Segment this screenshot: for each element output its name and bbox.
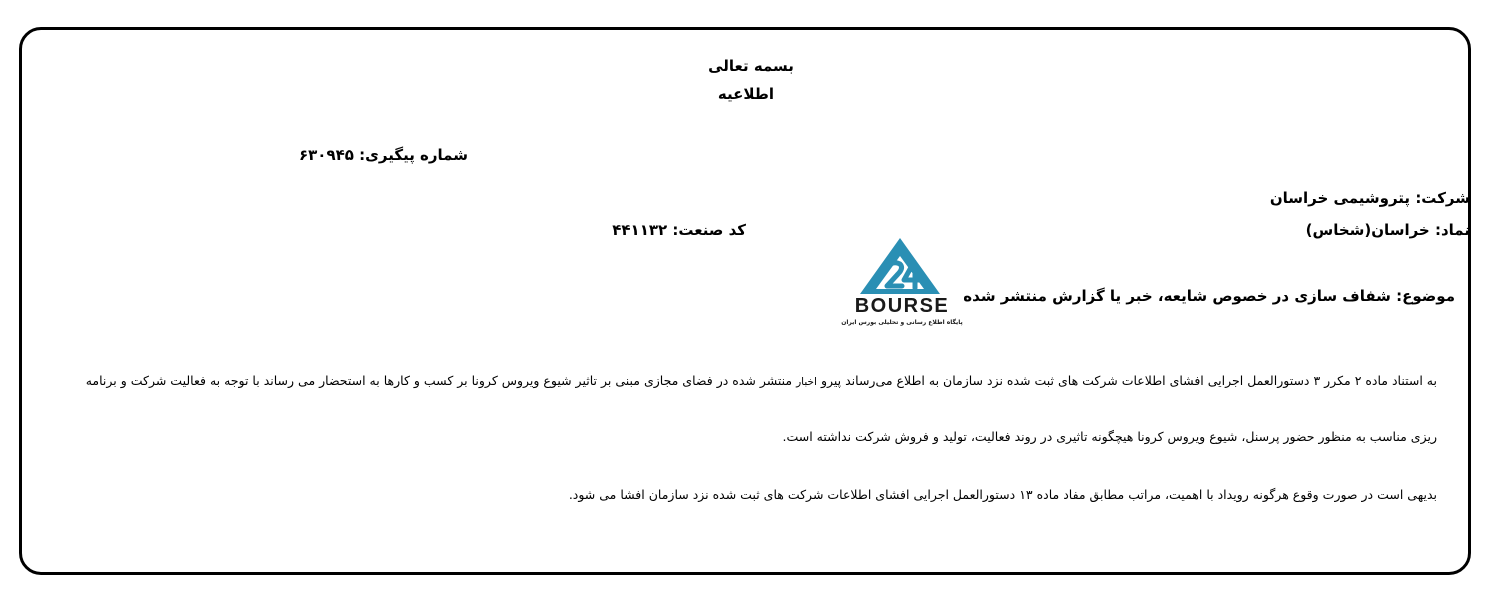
body-line-1-b: منتشر شده در فضای مجازی مبنی بر تاثیر شیوع ویروس کرونا بر کسب و کارها به استحضار می رساند با توجه به فعالیت شرکت و برنامه	[85, 373, 793, 388]
company-value: پتروشیمی خراسان	[1269, 189, 1411, 207]
subject-row	[963, 287, 1455, 305]
industry-code-label: کد صنعت:	[672, 221, 746, 239]
body-line-2: ریزی مناسب به منظور حضور پرسنل، شیوع ویروس کرونا هیچگونه تاثیری در روند فعالیت، تولید و فروش شرکت نداشته است.	[782, 429, 1437, 444]
body-line-1-a: به استناد ماده ۲ مکرر ۳ دستورالعمل اجرایی افشای اطلاعات شرکت های ثبت شده نزد سازمان به اطلاع می‌رساند پیرو	[820, 373, 1437, 388]
industry-code-row	[612, 221, 746, 239]
industry-code-value: ۴۴۱۱۳۲	[612, 221, 668, 239]
body-line-1	[86, 373, 1437, 388]
body-line-3: بدیهی است در صورت وقوع هرگونه رویداد با اهمیت، مراتب مطابق مفاد ماده ۱۳ دستورالعمل اجرایی افشای اطلاعات شرکت های ثبت شده نزد سازمان افشا می شود.	[568, 487, 1437, 502]
company-label: شرکت:	[1415, 189, 1470, 207]
subject-value: شفاف سازی در خصوص شایعه، خبر یا گزارش منتشر شده	[963, 287, 1391, 305]
tracking-value: ۶۳۰۹۴۵	[298, 146, 354, 164]
logo-caption: پایگاه اطلاع رسانی و تحلیلی بورس ایران	[841, 319, 963, 326]
body-line-1-small: اخبار	[796, 376, 817, 388]
notice-title: اطلاعیه	[717, 85, 775, 103]
symbol-label: نماد:	[1434, 221, 1470, 239]
bourse-logo	[840, 232, 964, 332]
tracking-number	[299, 146, 468, 164]
company-row	[1270, 189, 1470, 207]
tracking-label: شماره پیگیری:	[359, 146, 468, 164]
symbol-value: خراسان(شخاس)	[1305, 221, 1430, 239]
symbol-row	[1306, 221, 1470, 239]
subject-label: موضوع:	[1396, 287, 1455, 305]
logo-brand-text: BOURSE	[854, 295, 950, 317]
basmala: بسمه تعالی	[708, 57, 794, 75]
